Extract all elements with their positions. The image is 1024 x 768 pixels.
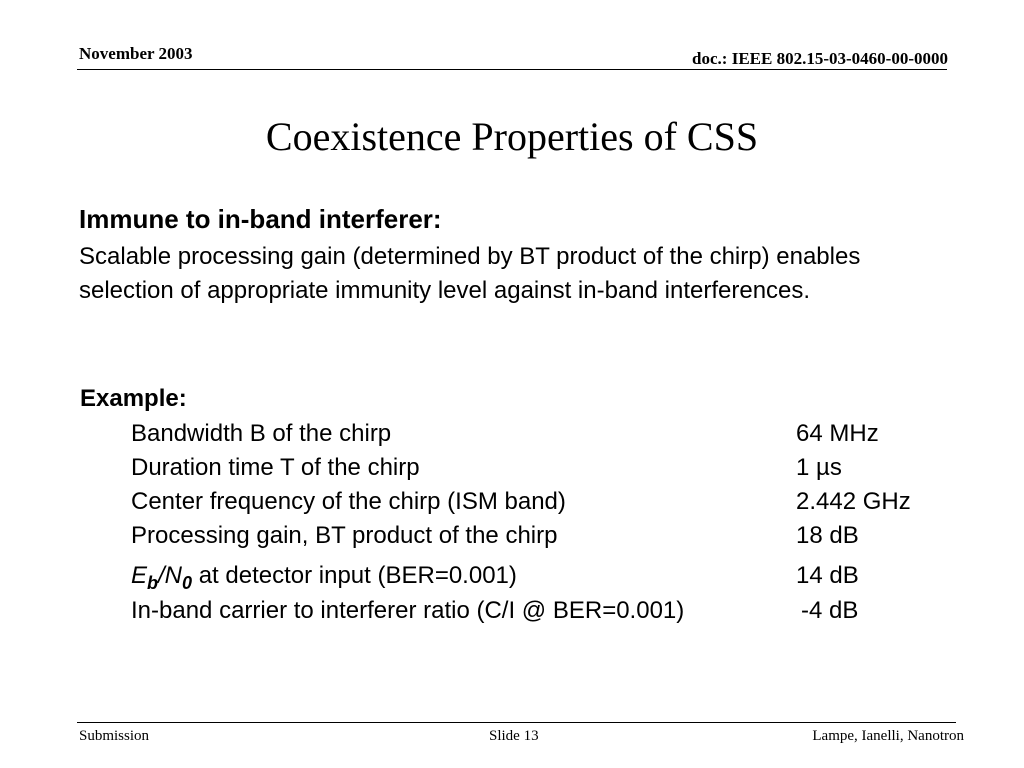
- eb-symbol: E: [131, 562, 148, 589]
- example-row-label: Bandwidth B of the chirp: [131, 420, 392, 447]
- example-row-value: 64 MHz: [796, 420, 879, 447]
- body-paragraph: Scalable processing gain (determined by BT product of the chirp) enables selection of appropriate immunity level against in-band interferences.: [79, 243, 861, 304]
- example-row-bandwidth: [131, 417, 951, 451]
- example-heading: Example:: [80, 385, 187, 412]
- example-row-processing-gain: [131, 519, 951, 553]
- example-row-value: 14 dB: [796, 562, 859, 589]
- footer-submission: Submission: [79, 728, 150, 744]
- example-row-label: In-band carrier to interferer ratio (C/I @ BER=0.001): [131, 597, 685, 624]
- example-row-label: Processing gain, BT product of the chirp: [131, 522, 558, 549]
- header-date: November 2003: [79, 44, 193, 63]
- n0-subscript: 0: [182, 573, 193, 593]
- footer-divider: [77, 722, 956, 723]
- header-doc-id: doc.: IEEE 802.15-03-0460-00-0000: [692, 49, 948, 68]
- header-divider: [77, 69, 947, 70]
- eb-subscript: b: [147, 573, 159, 593]
- n0-symbol: /N: [158, 562, 183, 589]
- example-row-value: -4 dB: [801, 597, 859, 624]
- example-row-value: 1 µs: [796, 454, 842, 481]
- slide-title: Coexistence Properties of CSS: [265, 114, 759, 159]
- example-row-center-frequency: [131, 485, 951, 519]
- example-row-value: 2.442 GHz: [796, 488, 911, 515]
- example-row-duration: [131, 451, 951, 485]
- example-row-label: Center frequency of the chirp (ISM band): [131, 488, 566, 515]
- example-row-label: Duration time T of the chirp: [131, 454, 420, 481]
- footer-authors: Lampe, Ianelli, Nanotron: [812, 728, 964, 744]
- example-row-value: 18 dB: [796, 522, 859, 549]
- footer-slide-number: Slide 13: [489, 728, 539, 744]
- section-heading: Immune to in-band interferer:: [79, 204, 442, 234]
- example-row-carrier-interferer: [131, 594, 951, 628]
- example-row-eb-n0: [131, 559, 951, 593]
- eb-n0-description: at detector input (BER=0.001): [192, 562, 517, 589]
